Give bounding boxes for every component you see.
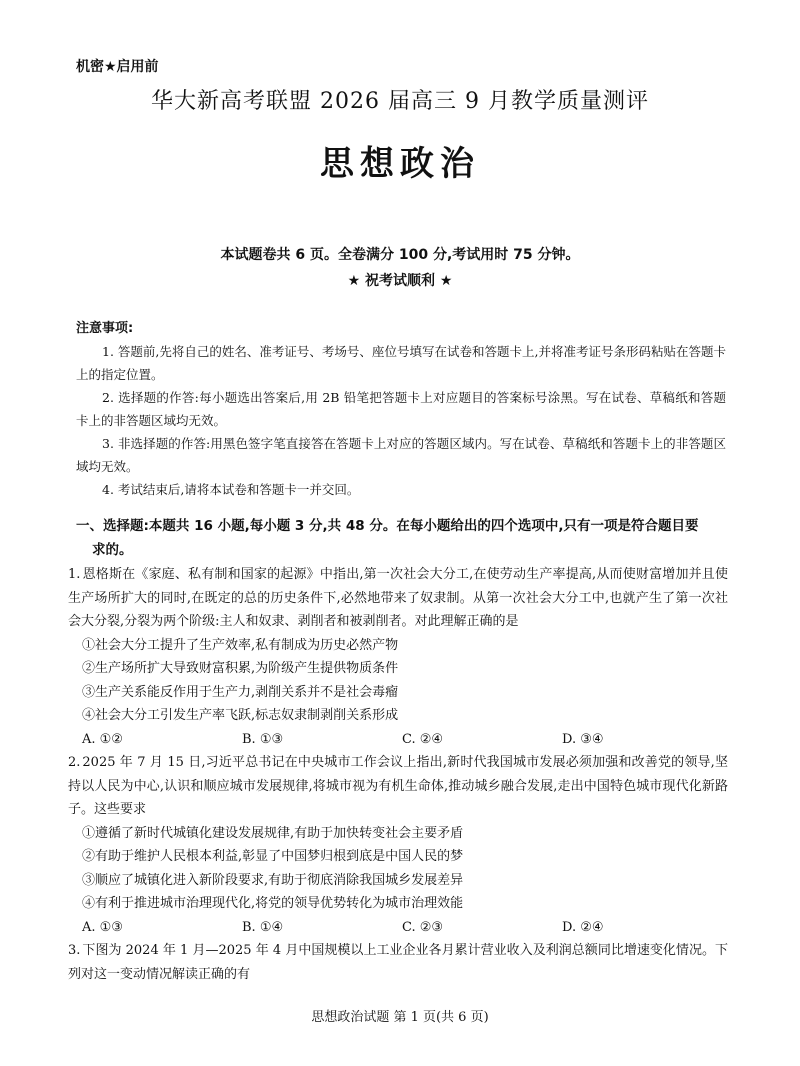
question-2 [68, 751, 728, 939]
answer-choice-b: B. ①③ [242, 731, 284, 747]
confidential-mark: 机密★启用前 [76, 59, 159, 75]
note-item: 3. 非选择题的作答:用黑色签字笔直接答在答题卡上对应的答题区域内。写在试卷、草稿纸和答题卡上的非答题区域均无效。 [76, 436, 726, 474]
question-number: 1. [68, 567, 81, 582]
answer-choice-c: C. ②③ [402, 919, 444, 935]
notes-heading: 注意事项: [76, 321, 134, 336]
statement-option: ④社会大分工引发生产率飞跃,标志奴隶制剥削关系形成 [82, 708, 399, 723]
question-stem [68, 563, 728, 634]
section-heading-line: 一、选择题:本题共 16 小题,每小题 3 分,共 48 分。在每小题给出的四个选项中,只有一项是符合题目要 [76, 518, 699, 534]
statement-option: ④有利于推进城市治理现代化,将党的领导优势转化为城市治理效能 [82, 896, 464, 911]
good-luck-line: ★ 祝考试顺利 ★ [347, 273, 453, 289]
answer-choice-d: D. ②④ [562, 919, 604, 935]
statement-option: ③生产关系能反作用于生产力,剥削关系并不是社会毒瘤 [82, 684, 399, 700]
exam-info: 本试题卷共 6 页。全卷满分 100 分,考试用时 75 分钟。 [220, 247, 580, 263]
question-text: 恩格斯在《家庭、私有制和国家的起源》中指出,第一次社会大分工,在使劳动生产率提高,从而使财富增加并且使生产场所扩大的同时,在既定的总的历史条件下,必然地带来了奴隶制。从第一次社会大分工中,也就产生了第一次社会大分裂,分裂为两个阶级:主人和奴隶、剥削者和被剥削者。对此理解正确的是 [68, 567, 728, 629]
statement-option: ①遵循了新时代城镇化建设发展规律,有助于加快转变社会主要矛盾 [82, 825, 464, 841]
section-heading [76, 514, 726, 562]
question-3 [68, 939, 728, 986]
exam-title: 华大新高考联盟 2026 届高三 9 月教学质量测评 [151, 89, 649, 114]
statement-option: ③顺应了城镇化进入新阶段要求,有助于彻底消除我国城乡发展差异 [82, 872, 464, 888]
statement-option: ②有助于维护人民根本利益,彰显了中国梦归根到底是中国人民的梦 [82, 849, 464, 864]
question-stem [68, 751, 728, 822]
note-item: 2. 选择题的作答:每小题选出答案后,用 2B 铅笔把答题卡上对应题目的答案标号涂黑。写在试卷、草稿纸和答题卡上的非答题区域均无效。 [76, 390, 726, 428]
answer-choice-a: A. ①② [82, 731, 123, 747]
statement-option: ①社会大分工提升了生产效率,私有制成为历史必然产物 [82, 637, 399, 653]
notes-list [76, 340, 726, 501]
answer-choice-a: A. ①③ [82, 919, 123, 935]
statement-option: ②生产场所扩大导致财富积累,为阶级产生提供物质条件 [82, 661, 399, 676]
section-heading-line: 求的。 [92, 542, 133, 558]
question-text: 2025 年 7 月 15 日,习近平总书记在中央城市工作会议上指出,新时代我国城市发展必须加强和改善党的领导,坚持以人民为中心,认识和顺应城市发展规律,将城市视为有机生命体,推动城乡融合发展,走出中国特色城市现代化新路子。这些要求 [68, 755, 728, 817]
subject-title: 思想政治 [320, 144, 480, 184]
question-list [68, 563, 728, 986]
answer-choice-c: C. ②④ [402, 731, 444, 747]
note-item: 1. 答题前,先将自己的姓名、准考证号、考场号、座位号填写在试卷和答题卡上,并将准考证号条形码粘贴在答题卡上的指定位置。 [76, 344, 726, 382]
question-text: 下图为 2024 年 1 月—2025 年 4 月中国规模以上工业企业各月累计营业收入及利润总额同比增速变化情况。下列对这一变动情况解读正确的有 [68, 943, 728, 982]
page-footer: 思想政治试题 第 1 页(共 6 页) [311, 1010, 489, 1025]
answer-choices [68, 728, 728, 752]
answer-choice-b: B. ①④ [242, 919, 284, 935]
question-stem [68, 939, 728, 986]
question-number: 2. [68, 755, 81, 770]
answer-choices [68, 916, 728, 940]
question-number: 3. [68, 943, 81, 958]
note-item: 4. 考试结束后,请将本试卷和答题卡一并交回。 [102, 482, 360, 497]
question-1 [68, 563, 728, 751]
answer-choice-d: D. ③④ [562, 731, 604, 747]
